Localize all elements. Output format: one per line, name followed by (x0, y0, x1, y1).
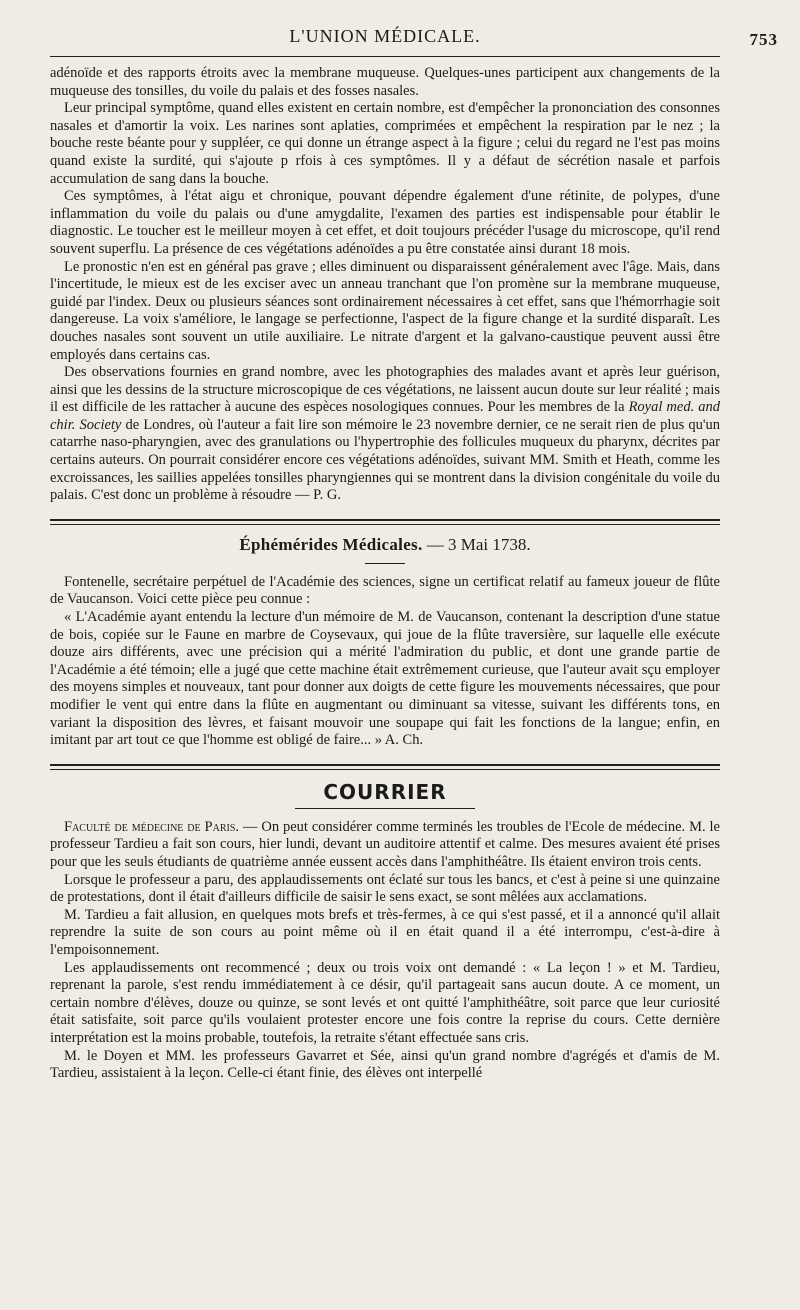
courrier-paragraph: Lorsque le professeur a paru, des applaudissements ont éclaté sur tous les bancs, et c'est à peine si une quinzaine de protestations, dont il était d'ailleurs difficile de saisir le sens exact, se sont mêlées aux acclamations. (50, 871, 720, 906)
ephemerides-date: — 3 Mai 1738. (426, 534, 531, 554)
running-head (50, 20, 778, 50)
article-paragraph (50, 364, 720, 505)
ephemerides-heading (50, 535, 720, 555)
ephemerides-paragraph: Fontenelle, secrétaire perpétuel de l'Académie des sciences, signe un certificat relatif au fameux joueur de flûte de Vaucanson. Voici cette pièce peu connue : (50, 573, 720, 608)
heading-rule (365, 563, 405, 564)
courrier-paragraph: M. le Doyen et MM. les professeurs Gavarret et Sée, ainsi qu'un grand nombre d'agrégés et d'amis de M. Tardieu, assistaient à la leçon. Celle-ci étant finie, des élèves ont interpellé (50, 1047, 720, 1082)
courrier-paragraph (50, 819, 720, 872)
courrier-section (50, 780, 720, 1083)
article-paragraph: Leur principal symptôme, quand elles existent en certain nombre, est d'empêcher la prononciation des consonnes nasales et d'amortir la voix. Les narines sont aplaties, comprimées et empêchent la respiration par le nez ; la bouche reste béante pour y suppléer, ce qui donne un étrange aspect à la figure ; celui du regard ne l'est pas moins quand existe la surdité, qui s'ajoute p rfois à ces symptômes. Il y a défaut de sécrétion nasale et parfois accumulation de sang dans la bouche. (50, 100, 720, 187)
courrier-title: COURRIER (323, 779, 447, 804)
header-rule (50, 56, 720, 57)
society-name: Royal med. and chir. Society (50, 399, 720, 433)
paragraph-text: — On peut considérer comme terminés les troubles de l'Ecole de médecine. M. le professeur Tardieu a fait son cours, hier lundi, devant un auditoire attentif et calme. Des mesures avaient été prises pour que les seuls étudiants de quatrième année eussent accès dans l'amphithéâtre. Ils étaient environ trois cents. (50, 818, 720, 870)
ephemerides-title: Éphémérides Médicales. (239, 534, 423, 554)
section-divider (50, 519, 720, 525)
ephemerides-section (50, 535, 720, 750)
page-number: 753 (749, 30, 778, 49)
paragraph-text: de Londres, où l'auteur a fait lire son mémoire le 23 novembre dernier, ce ne serait rien de plus qu'un catarrhe naso-pharyngien, avec des granulations ou l'hypertrophie des follicules muqueux du pharynx, décrites par certains auteurs. On pourrait considérer encore ces végétations adénoïdes, suivant MM. Smith et Heath, comme les excroissances, les saillies appelées tonsilles pharyngiennes qui se montrent dans la division congénitale du voile du palais. C'est donc un problème à résoudre — P. G. (50, 416, 720, 504)
article-body (50, 65, 720, 505)
journal-title: L'UNION MÉDICALE. (289, 26, 481, 46)
article-paragraph: Ces symptômes, à l'état aigu et chronique, pouvant dépendre également d'une rétinite, de polypes, d'une inflammation du voile du palais ou d'une amygdalite, l'examen des parties est indispensable pour établir le diagnostic. Le toucher est le meilleur moyen à cet effet, et doit toujours précéder l'usage du microscope, qu'il rend souvent superflu. La présence de ces végétations adénoïdes a pu être constatée ainsi durant 18 mois. (50, 188, 720, 257)
ephemerides-quote: « L'Académie ayant entendu la lecture d'un mémoire de M. de Vaucanson, contenant la description d'une statue de bois, copiée sur le Faune en marbre de Coysevaux, qui joue de la flûte traversière, sur laquelle elle exécute douze airs différents, avec une précision qui a mérité l'admiration du public, et dont une grande partie de l'Académie a été témoin; elle a jugé que cette machine était extrêmement curieuse, que l'auteur avait sçu employer des moyens simples et nouveaux, tant pour donner aux doigts de cette figure les mouvements nécessaires, que pour modifier le vent qui entre dans la flûte en augmentant ou diminuant sa vitesse, suivant les différents tons, en variant la disposition des lèvres, et faisant mouvoir une soupape qui fait les fonctions de la langue; enfin, en imitant par art tout ce que l'homme est obligé de faire... » A. Ch. (50, 609, 720, 749)
article-paragraph: Le pronostic n'en est en général pas grave ; elles diminuent ou disparaissent généralement avec l'âge. Mais, dans l'incertitude, le mieux est de les exciser avec un anneau tranchant que l'on promène sur la membrane muqueuse, guidé par l'index. Deux ou plusieurs séances sont ordinairement nécessaires à cet effet, sans que l'hémorrhagie soit dangereuse. La voix s'améliore, le langage se perfectionne, l'aspect de la figure change et la surdité disparaît. Les douches nasales sont souvent un utile auxiliaire. Le nitrate d'argent et la galvano-caustique peuvent aussi être employés dans certains cas. (50, 258, 720, 363)
article-paragraph: adénoïde et des rapports étroits avec la membrane muqueuse. Quelques-unes participent aux changements de la muqueuse des tonsilles, du voile du palais et des fosses nasales. (50, 65, 720, 99)
section-divider (50, 764, 720, 770)
courrier-lead: Faculté de médecine de Paris. (64, 818, 240, 835)
paragraph-text: Des observations fournies en grand nombre, avec les photographies des malades avant et après leur guérison, ainsi que les dessins de la structure microscopique de ces végétations, ne laissent aucun doute sur leur réalité ; mais il est difficile de les rattacher à aucune des espèces nosologiques connues. Pour les membres de la (50, 364, 720, 416)
courrier-paragraph: M. Tardieu a fait allusion, en quelques mots brefs et très-fermes, à ce qui s'est passé, et il a annoncé qu'il allait reprendre la suite de son cours au point même où il en était quand il a été interrompu, c'est-à-dire à l'empoisonnement. (50, 906, 720, 958)
courrier-paragraph: Les applaudissements ont recommencé ; deux ou trois voix ont demandé : « La leçon ! » et M. Tardieu, reprenant la parole, s'est rendu immédiatement à ce désir, qu'il partageait sans aucun doute. A ce moment, un certain nombre d'élèves, douze ou quinze, se sont levés et ont quitté l'amphithéâtre, soit parce que leur curiosité était satisfaite, soit parce qu'ils voulaient protester encore une fois contre la reprise du cours. Cette dernière interprétation est la moins probable, toutefois, la retraite s'étant effectuée sans cris. (50, 959, 720, 1046)
heading-rule (295, 808, 475, 809)
